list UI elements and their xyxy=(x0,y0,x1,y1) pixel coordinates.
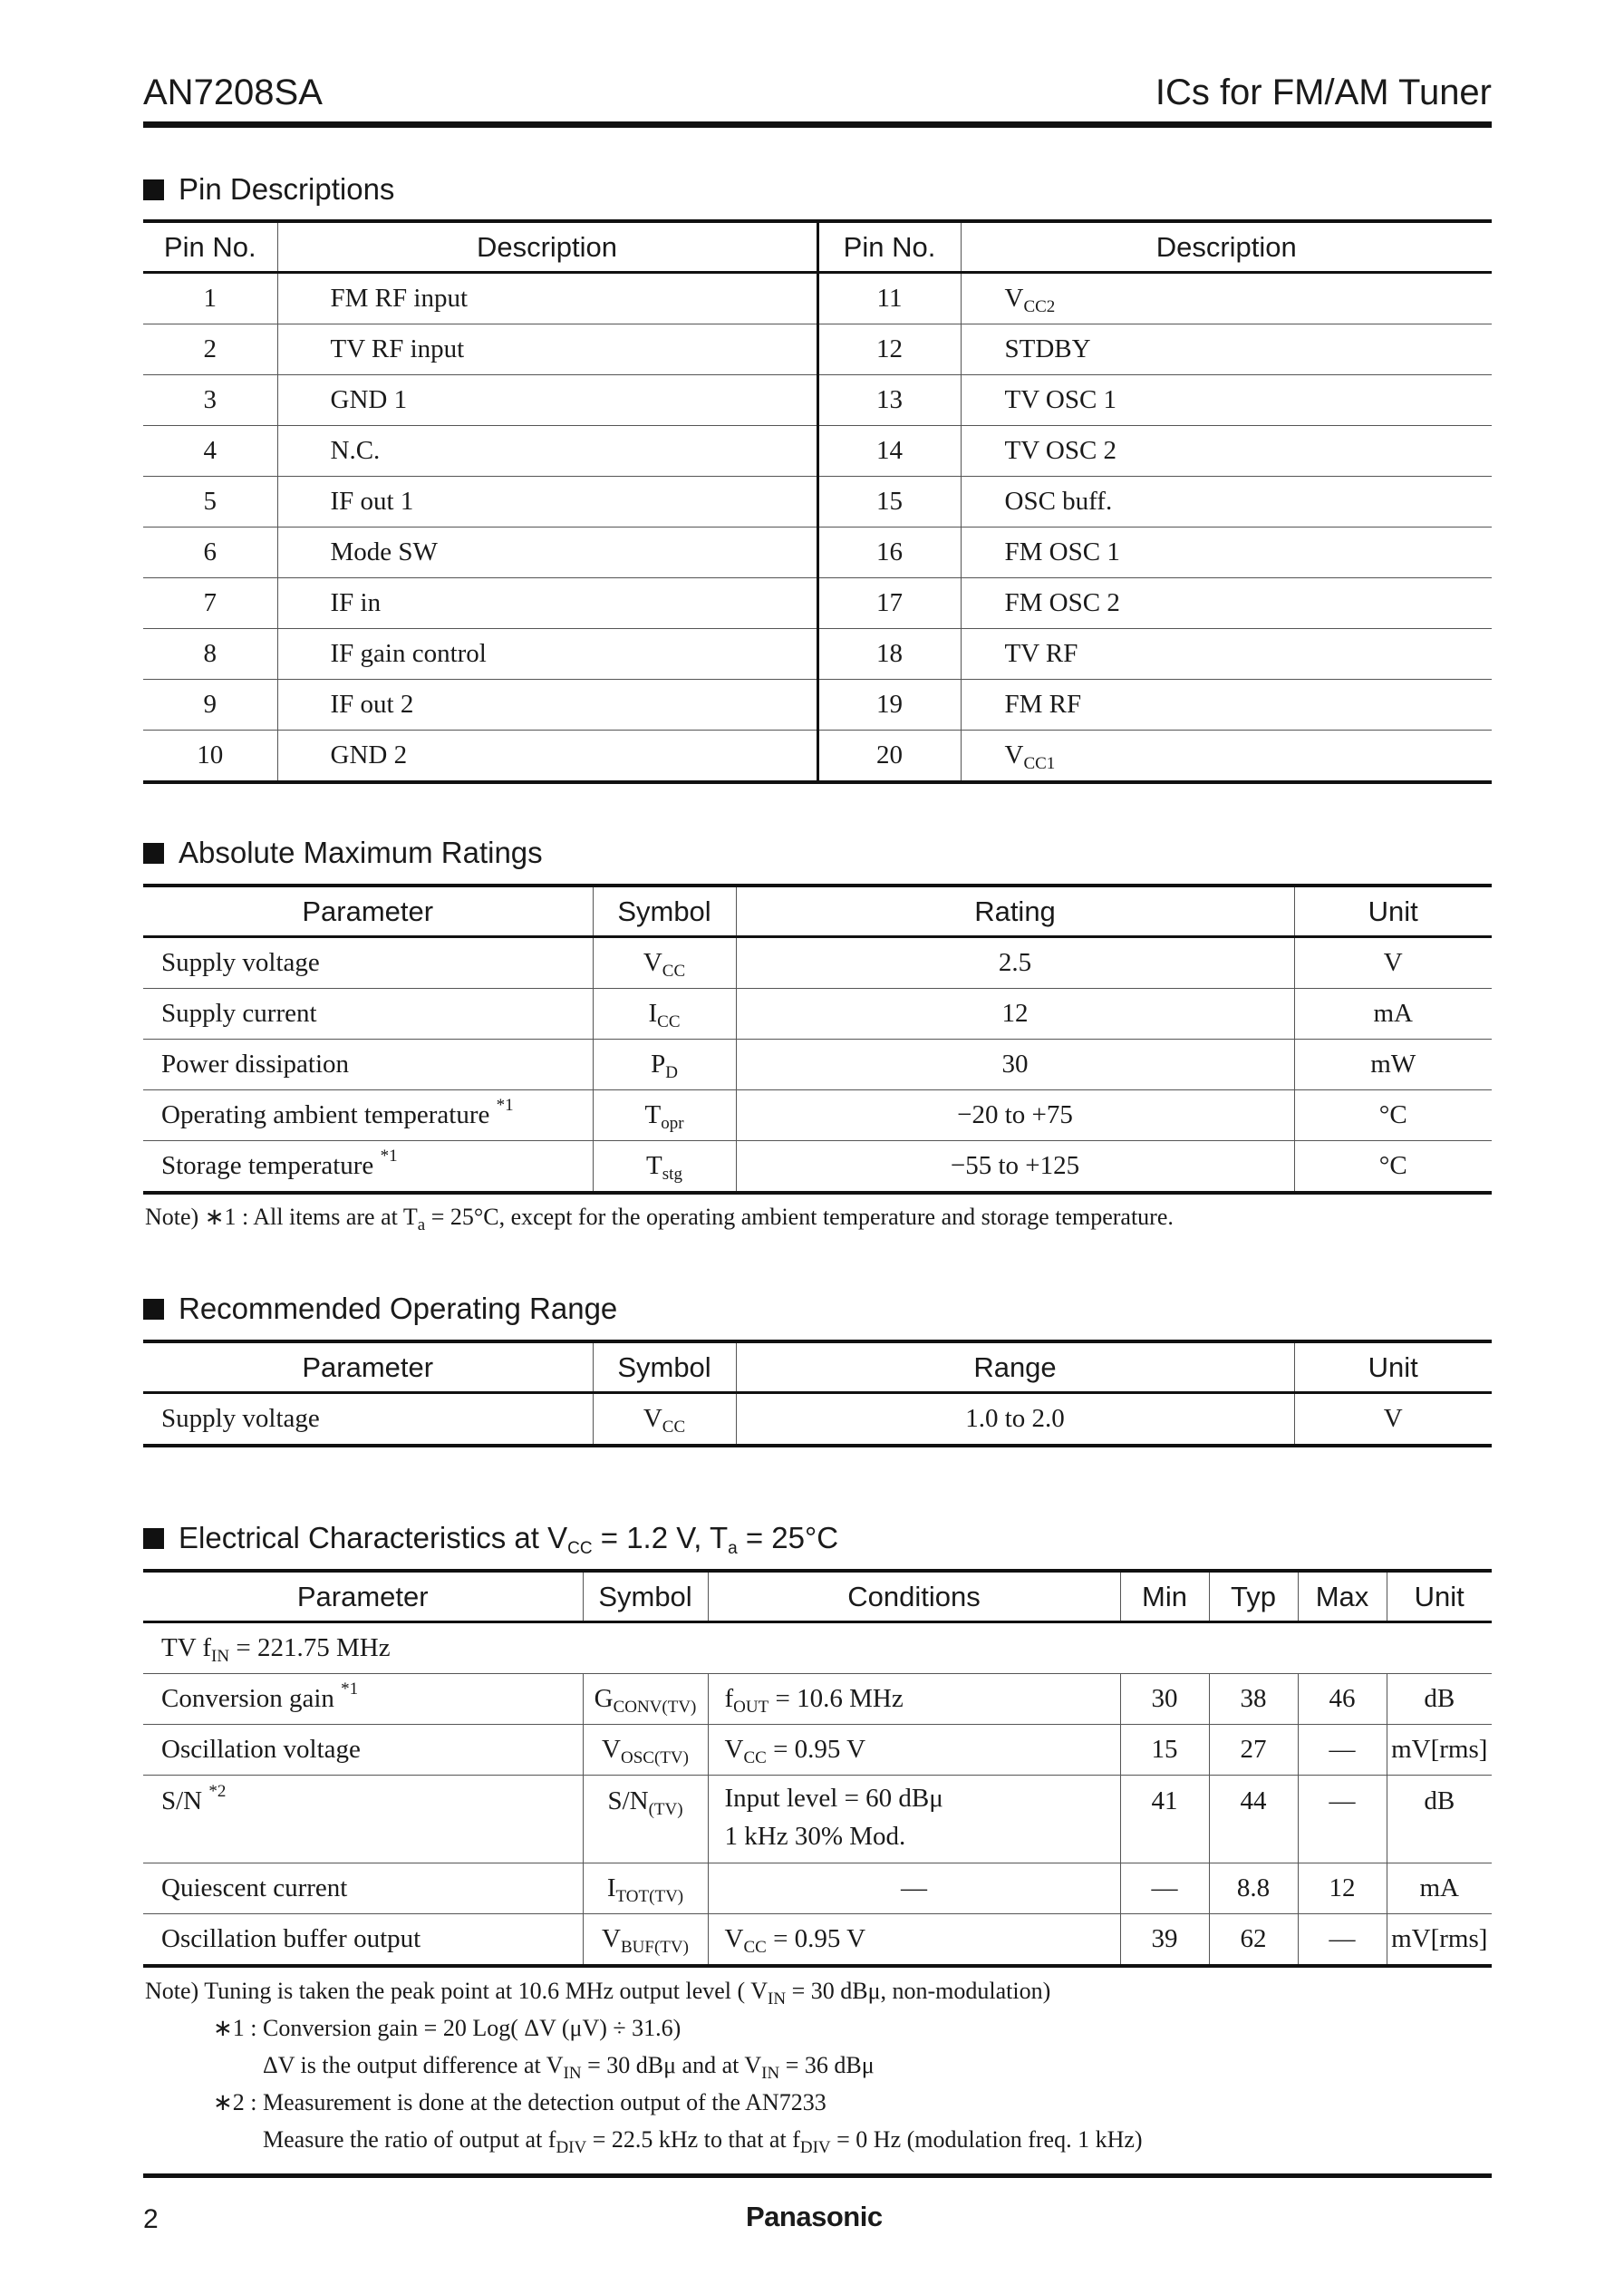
pin-description: GND 1 xyxy=(277,375,817,426)
pin-description: STDBY xyxy=(961,324,1492,375)
pin-description: FM RF xyxy=(961,680,1492,731)
min-value: 30 xyxy=(1120,1674,1209,1725)
part-number: AN7208SA xyxy=(143,73,323,112)
parameter: S/N $^{*2}$ xyxy=(143,1776,583,1863)
condition: $V_{CC} = 0.95$ V xyxy=(708,1725,1120,1776)
pin-description: TV OSC 1 xyxy=(961,375,1492,426)
pin-description: TV RF input xyxy=(277,324,817,375)
table-row xyxy=(143,273,1492,324)
pin-description: IF in xyxy=(277,578,817,629)
unit: °C xyxy=(1294,1090,1492,1141)
min-value: 41 xyxy=(1120,1776,1209,1863)
column-header: Typ xyxy=(1209,1571,1298,1622)
column-header: Description xyxy=(961,221,1492,273)
typ-value: 8.8 xyxy=(1209,1863,1298,1914)
column-header: Unit xyxy=(1294,886,1492,937)
typ-value: 62 xyxy=(1209,1914,1298,1967)
max-value: — xyxy=(1298,1914,1387,1967)
unit: mV[rms] xyxy=(1387,1914,1492,1967)
min-value: 15 xyxy=(1120,1725,1209,1776)
table-header-row xyxy=(143,1341,1492,1393)
brand-logo: Panasonic xyxy=(746,2201,883,2232)
pin-number: 17 xyxy=(817,578,961,629)
pin-description: IF out 1 xyxy=(277,477,817,528)
column-header: Unit xyxy=(1294,1341,1492,1393)
column-header: Parameter xyxy=(143,1571,583,1622)
recommended-range-table xyxy=(143,1340,1492,1447)
unit: dB xyxy=(1387,1674,1492,1725)
pin-number: 2 xyxy=(143,324,277,375)
section-bullet-icon xyxy=(143,1528,164,1549)
table-row xyxy=(143,375,1492,426)
pin-number: 12 xyxy=(817,324,961,375)
section-bullet-icon xyxy=(143,843,164,864)
column-header: Min xyxy=(1120,1571,1209,1622)
symbol: $I_{TOT(TV)}$ xyxy=(583,1863,708,1914)
pin-description: TV RF xyxy=(961,629,1492,680)
parameter: Operating ambient temperature $^{*1}$ xyxy=(143,1090,593,1141)
pin-description: FM OSC 2 xyxy=(961,578,1492,629)
unit: V xyxy=(1294,1393,1492,1447)
column-header: Pin No. xyxy=(143,221,277,273)
pin-description: OSC buff. xyxy=(961,477,1492,528)
unit: V xyxy=(1294,937,1492,989)
pin-description: TV OSC 2 xyxy=(961,426,1492,477)
rating: −55 to +125 xyxy=(736,1141,1294,1194)
pin-description: IF out 2 xyxy=(277,680,817,731)
unit: mV[rms] xyxy=(1387,1725,1492,1776)
table-row xyxy=(143,731,1492,783)
pin-section-title: Pin Descriptions xyxy=(143,172,394,207)
parameter: Oscillation buffer output xyxy=(161,1924,421,1953)
max-value: 46 xyxy=(1298,1674,1387,1725)
max-value: 12 xyxy=(1298,1863,1387,1914)
pin-description: $V_{CC1}$ xyxy=(961,731,1492,783)
column-header: Parameter xyxy=(143,1341,593,1393)
symbol: $G_{CONV(TV)}$ xyxy=(583,1674,708,1725)
column-header: Conditions xyxy=(708,1571,1120,1622)
pin-number: 20 xyxy=(817,731,961,783)
ec-section-title: Electrical Characteristics at $V_{CC} = 1.2$ V, $T_a = 25^\circ C$ xyxy=(143,1521,838,1555)
pin-number: 13 xyxy=(817,375,961,426)
unit: dB xyxy=(1387,1776,1492,1863)
unit: mA xyxy=(1294,989,1492,1040)
symbol: $V_{OSC(TV)}$ xyxy=(583,1725,708,1776)
column-header: Pin No. xyxy=(817,221,961,273)
pin-number: 19 xyxy=(817,680,961,731)
column-header: Unit xyxy=(1387,1571,1492,1622)
table-row xyxy=(143,1141,1492,1194)
table-row xyxy=(143,1725,1492,1776)
pin-number: 18 xyxy=(817,629,961,680)
symbol: $I_{CC}$ xyxy=(593,989,736,1040)
min-value: — xyxy=(1120,1863,1209,1914)
pin-description: IF gain control xyxy=(277,629,817,680)
typ-value: 27 xyxy=(1209,1725,1298,1776)
pin-description: N.C. xyxy=(277,426,817,477)
section-bullet-icon xyxy=(143,179,164,200)
condition: $V_{CC} = 0.95$ V xyxy=(708,1914,1120,1967)
parameter: Oscillation voltage xyxy=(143,1725,583,1776)
table-row xyxy=(143,989,1492,1040)
pin-description: FM OSC 1 xyxy=(961,528,1492,578)
parameter: Supply voltage xyxy=(143,937,593,989)
rec-section-title: Recommended Operating Range xyxy=(143,1292,617,1326)
ec-note-tuning: Note) Tuning is taken the peak point at 10.6 MHz output level ( $V_{IN} = 30$ dBμ, non-modulation) xyxy=(145,1978,1051,2008)
ec-note-2: ∗2 : Measurement is done at the detection output of the AN7233 xyxy=(213,2089,826,2115)
pin-number: 4 xyxy=(143,426,277,477)
column-header: Max xyxy=(1298,1571,1387,1622)
column-header: Symbol xyxy=(583,1571,708,1622)
typ-value: 38 xyxy=(1209,1674,1298,1725)
range: 1.0 to 2.0 xyxy=(736,1393,1294,1447)
ec-note-1-detail: ΔV is the output difference at $V_{IN} = 30$ dBμ and at $V_{IN} = 36$ dBμ xyxy=(263,2052,875,2083)
electrical-characteristics-table xyxy=(143,1569,1492,1968)
table-row xyxy=(143,1040,1492,1090)
pin-number: 16 xyxy=(817,528,961,578)
table-row xyxy=(143,477,1492,528)
pin-description: FM RF input xyxy=(277,273,817,324)
rating: 2.5 xyxy=(736,937,1294,989)
document-category: ICs for FM/AM Tuner xyxy=(1155,73,1492,112)
pin-number: 15 xyxy=(817,477,961,528)
condition: Input level = 60 dBμ 1 kHz 30% Mod. xyxy=(708,1776,1120,1863)
page-number: 2 xyxy=(143,2204,159,2234)
parameter: Quiescent current xyxy=(143,1863,583,1914)
parameter: Storage temperature $^{*1}$ xyxy=(161,1147,398,1180)
pin-number: 1 xyxy=(143,273,277,324)
column-header: Symbol xyxy=(593,886,736,937)
table-header-row xyxy=(143,1571,1492,1622)
section-bullet-icon xyxy=(143,1299,164,1320)
table-row xyxy=(143,1393,1492,1447)
ec-note-1: ∗1 : Conversion gain = 20 Log( ΔV (μV) ÷ 31.6) xyxy=(213,2015,682,2041)
test-condition-group: TV $f_{IN} = 221.75$ MHz xyxy=(143,1622,1492,1674)
pin-description: $V_{CC2}$ xyxy=(961,273,1492,324)
rating: −20 to +75 xyxy=(736,1090,1294,1141)
unit: °C xyxy=(1294,1141,1492,1194)
pin-description: Mode SW xyxy=(277,528,817,578)
symbol: $V_{CC}$ xyxy=(593,937,736,989)
max-value: — xyxy=(1298,1725,1387,1776)
pin-number: 3 xyxy=(143,375,277,426)
column-header: Range xyxy=(736,1341,1294,1393)
symbol: $T_{stg}$ xyxy=(593,1141,736,1194)
amr-section-title: Absolute Maximum Ratings xyxy=(143,836,543,870)
table-row xyxy=(143,1674,1492,1725)
table-row xyxy=(143,324,1492,375)
symbol: $T_{opr}$ xyxy=(593,1090,736,1141)
unit: mW xyxy=(1294,1040,1492,1090)
ec-note-2-detail: Measure the ratio of output at $f_{DIV} = 22.5$ kHz to that at $f_{DIV} = 0$ Hz (modulation freq. 1 kHz) xyxy=(263,2126,1143,2157)
symbol: $P_D$ xyxy=(593,1040,736,1090)
table-row xyxy=(143,680,1492,731)
amr-note: Note) ∗1 : All items are at $T_a = 25^\circ C$, except for the operating ambient temperature and storage temperature. xyxy=(145,1204,1174,1234)
symbol: $S/N_{(TV)}$ xyxy=(583,1776,708,1863)
pin-number: 5 xyxy=(143,477,277,528)
rating: 30 xyxy=(736,1040,1294,1090)
parameter: Conversion gain $^{*1}$ xyxy=(143,1674,583,1725)
table-row xyxy=(143,1914,1492,1967)
column-header: Parameter xyxy=(143,886,593,937)
pin-number: 8 xyxy=(143,629,277,680)
table-header-row xyxy=(143,221,1492,273)
condition: $f_{OUT} = 10.6$ MHz xyxy=(708,1674,1120,1725)
table-row xyxy=(143,426,1492,477)
rating: 12 xyxy=(736,989,1294,1040)
pin-descriptions-table xyxy=(143,219,1492,784)
pin-number: 11 xyxy=(817,273,961,324)
header-rule xyxy=(143,121,1492,128)
pin-number: 10 xyxy=(197,740,224,770)
typ-value: 44 xyxy=(1209,1776,1298,1863)
pin-number: 7 xyxy=(143,578,277,629)
pin-description: GND 2 xyxy=(277,731,817,783)
unit: mA xyxy=(1387,1863,1492,1914)
column-header: Rating xyxy=(736,886,1294,937)
parameter: Power dissipation xyxy=(143,1040,593,1090)
table-row xyxy=(143,629,1492,680)
pin-number: 6 xyxy=(143,528,277,578)
absolute-max-ratings-table xyxy=(143,884,1492,1195)
parameter: Supply voltage xyxy=(161,1404,320,1433)
table-row xyxy=(143,528,1492,578)
symbol: $V_{CC}$ xyxy=(593,1393,736,1447)
parameter: Supply current xyxy=(143,989,593,1040)
table-group-row xyxy=(143,1622,1492,1674)
pin-number: 9 xyxy=(143,680,277,731)
table-header-row xyxy=(143,886,1492,937)
symbol: $V_{BUF(TV)}$ xyxy=(583,1914,708,1967)
condition: — xyxy=(708,1863,1120,1914)
table-row xyxy=(143,1776,1492,1863)
min-value: 39 xyxy=(1120,1914,1209,1967)
pin-number: 14 xyxy=(817,426,961,477)
max-value: — xyxy=(1298,1776,1387,1863)
table-row xyxy=(143,578,1492,629)
column-header: Description xyxy=(277,221,817,273)
table-row xyxy=(143,1090,1492,1141)
column-header: Symbol xyxy=(593,1341,736,1393)
footer-rule xyxy=(143,2173,1492,2178)
table-row xyxy=(143,937,1492,989)
table-row xyxy=(143,1863,1492,1914)
